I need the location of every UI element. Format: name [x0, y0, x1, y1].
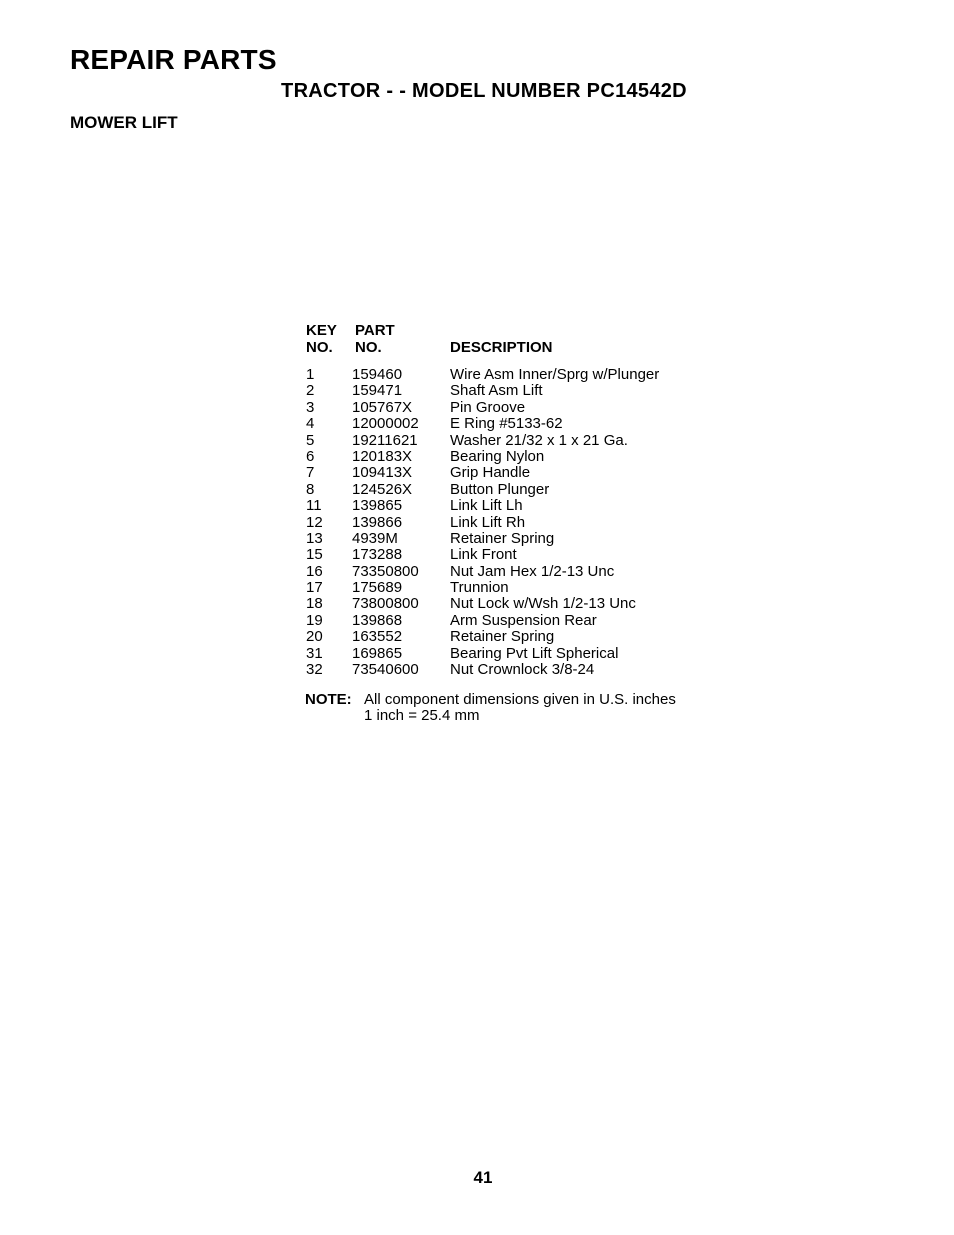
- key-cell: 19: [306, 611, 323, 629]
- part-number-cell: 139865: [352, 497, 403, 515]
- description-header: DESCRIPTION: [450, 339, 553, 356]
- key-cell: 11: [306, 497, 322, 515]
- part-header-line1: PART: [355, 322, 395, 339]
- part-number-cell: 159471: [352, 382, 403, 400]
- part-number-cell: 169865: [352, 644, 403, 662]
- description-cell: Retainer Spring: [450, 628, 555, 646]
- key-cell: 16: [306, 562, 323, 580]
- key-cell: 17: [306, 579, 323, 597]
- part-number-cell: 139866: [352, 513, 403, 531]
- part-number-cell: 73540600: [352, 661, 419, 679]
- key-cell: 32: [306, 661, 323, 679]
- key-cell: 3: [306, 398, 315, 416]
- key-cell: 13: [306, 529, 323, 547]
- page-number: 41: [473, 1168, 493, 1187]
- key-cell: 8: [306, 480, 315, 498]
- part-number-cell: 109413X: [352, 464, 413, 482]
- part-number-cell: 139868: [352, 611, 403, 629]
- description-cell: Pin Groove: [450, 398, 526, 416]
- key-cell: 1: [306, 366, 315, 383]
- description-cell: Shaft Asm Lift: [450, 382, 543, 400]
- description-cell: E Ring #5133-62: [450, 415, 563, 433]
- description-cell: Grip Handle: [450, 464, 531, 482]
- note-label: NOTE:: [305, 691, 352, 708]
- description-cell: Nut Crownlock 3/8-24: [450, 661, 595, 679]
- note-line2: 1 inch = 25.4 mm: [364, 707, 480, 725]
- part-number-cell: 173288: [352, 546, 403, 564]
- description-cell: Link Front: [450, 546, 517, 564]
- part-number-cell: 4939M: [352, 529, 398, 547]
- key-header-line1: KEY: [306, 322, 337, 339]
- description-cell: Trunnion: [450, 579, 509, 597]
- key-cell: 6: [306, 447, 315, 465]
- key-cell: 4: [306, 415, 315, 433]
- key-cell: 20: [306, 628, 323, 646]
- part-number-cell: 19211621: [352, 431, 418, 449]
- description-cell: Link Lift Rh: [450, 513, 526, 531]
- description-cell: Bearing Nylon: [450, 447, 545, 465]
- part-number-cell: 159460: [352, 366, 403, 383]
- section-title: MOWER LIFT: [70, 113, 178, 132]
- part-number-cell: 163552: [352, 628, 403, 646]
- part-number-cell: 12000002: [352, 415, 419, 433]
- description-cell: Arm Suspension Rear: [450, 611, 597, 629]
- description-cell: Retainer Spring: [450, 529, 555, 547]
- part-header-line2: NO.: [355, 339, 382, 356]
- description-cell: Washer 21/32 x 1 x 21 Ga.: [450, 431, 628, 449]
- part-number-cell: 73350800: [352, 562, 419, 580]
- part-number-cell: 124526X: [352, 480, 413, 498]
- description-cell: Nut Lock w/Wsh 1/2-13 Unc: [450, 595, 636, 613]
- page-title: REPAIR PARTS: [70, 44, 277, 75]
- part-number-cell: 120183X: [352, 447, 413, 465]
- key-cell: 2: [306, 382, 315, 400]
- key-cell: 7: [306, 464, 315, 482]
- note-line1: All component dimensions given in U.S. inches: [364, 691, 676, 708]
- part-number-cell: 105767X: [352, 398, 413, 416]
- key-header-line2: NO.: [306, 339, 333, 356]
- key-cell: 12: [306, 513, 323, 531]
- description-cell: Button Plunger: [450, 480, 550, 498]
- key-cell: 31: [306, 644, 323, 662]
- description-cell: Nut Jam Hex 1/2-13 Unc: [450, 562, 615, 580]
- description-cell: Link Lift Lh: [450, 497, 523, 515]
- model-subtitle: TRACTOR - - MODEL NUMBER PC14542D: [281, 80, 687, 102]
- part-number-cell: 175689: [352, 579, 403, 597]
- description-cell: Bearing Pvt Lift Spherical: [450, 644, 619, 662]
- key-cell: 5: [306, 431, 315, 449]
- part-number-cell: 73800800: [352, 595, 419, 613]
- key-cell: 18: [306, 595, 323, 613]
- description-cell: Wire Asm Inner/Sprg w/Plunger: [450, 366, 660, 383]
- key-cell: 15: [306, 546, 323, 564]
